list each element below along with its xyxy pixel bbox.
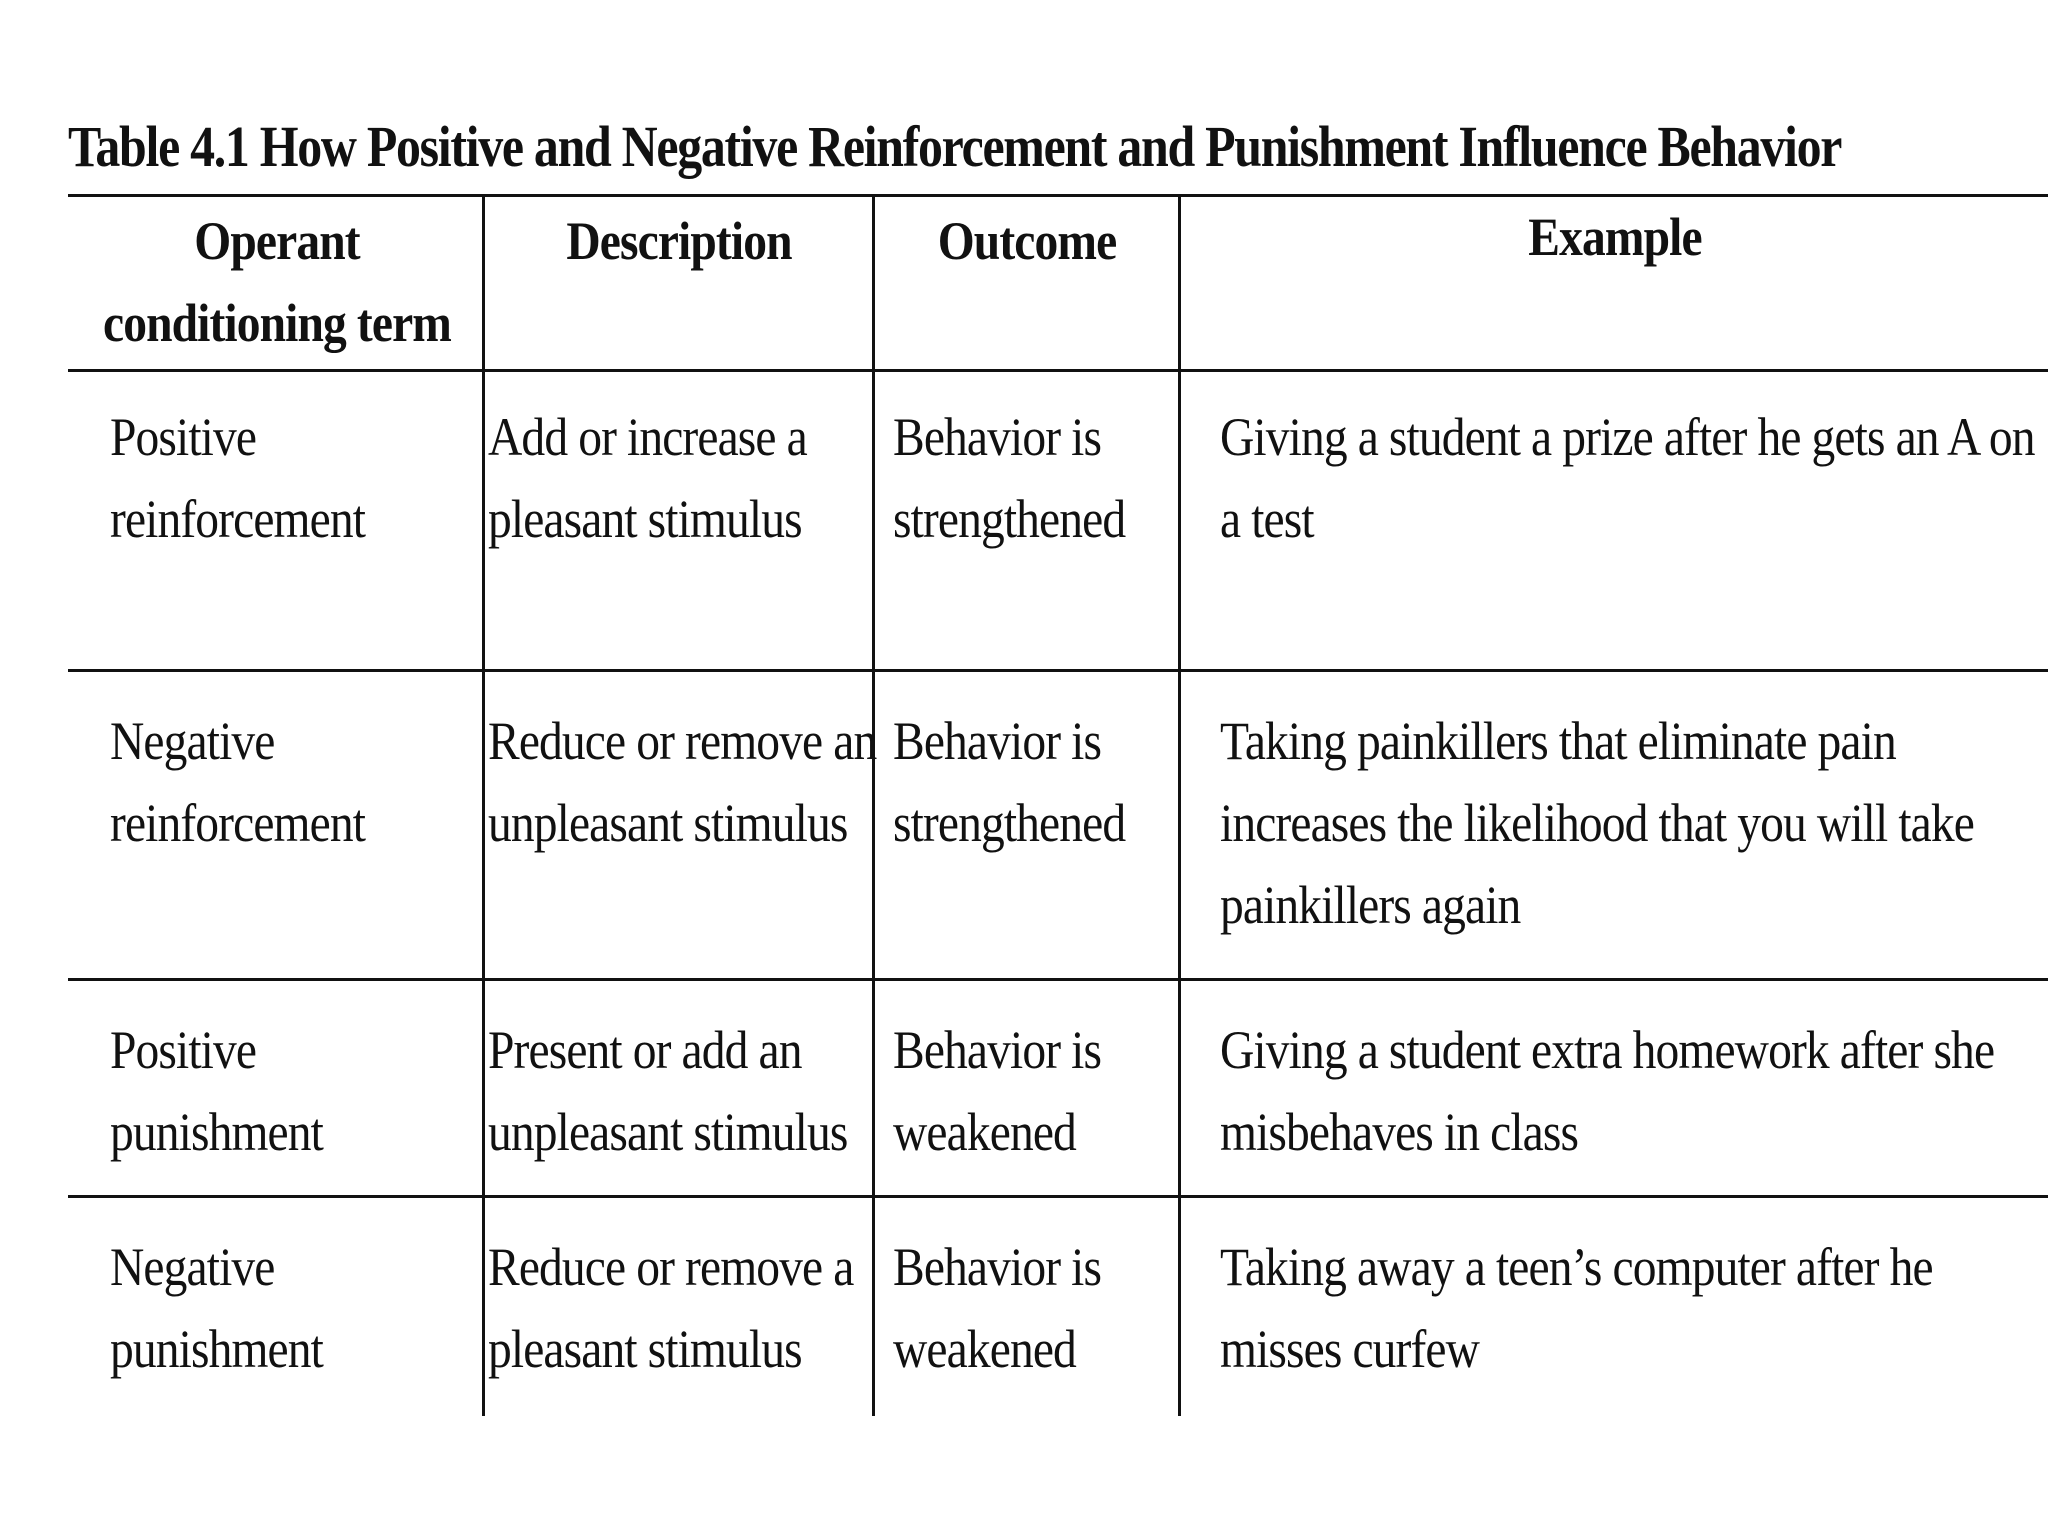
cell-line: Present or add an: [488, 1020, 802, 1080]
row-1-example: [1220, 396, 2048, 560]
cell-line: painkillers again: [1220, 875, 1521, 935]
cell-line: Behavior is: [893, 1237, 1102, 1297]
row-3-example: [1220, 1009, 2048, 1173]
header-example: [1182, 196, 2048, 278]
cell-line: Behavior is: [893, 1020, 1102, 1080]
cell-line: reinforcement: [110, 489, 366, 549]
cell-line: Taking painkillers that eliminate pain: [1220, 711, 1896, 771]
row-1-term: [110, 396, 400, 560]
row-3-description: [488, 1009, 896, 1173]
row-4-outcome: [893, 1226, 1129, 1390]
header-line: conditioning term: [102, 293, 452, 353]
row-3-term: [110, 1009, 352, 1173]
cell-line: weakened: [893, 1319, 1076, 1379]
row-1-outcome: [893, 396, 1157, 560]
row-1-bottom-rule: [68, 669, 2048, 672]
cell-line: Negative: [110, 1237, 275, 1297]
cell-line: Taking away a teen’s computer after he: [1220, 1237, 1933, 1297]
cell-line: Giving a student a prize after he gets an A on: [1220, 407, 2035, 467]
cell-line: punishment: [110, 1319, 323, 1379]
header-line: Example: [1528, 207, 1702, 267]
column-divider-3: [1178, 196, 1181, 1416]
cell-line: Giving a student extra homework after she: [1220, 1020, 1995, 1080]
header-operant-term: [72, 200, 482, 364]
row-2-example: [1220, 700, 2048, 946]
row-4-example: [1220, 1226, 2030, 1390]
cell-line: increases the likelihood that you will take: [1220, 793, 1974, 853]
cell-line: unpleasant stimulus: [488, 1102, 848, 1162]
cell-line: pleasant stimulus: [488, 1319, 802, 1379]
cell-line: pleasant stimulus: [488, 489, 802, 549]
header-bottom-rule: [68, 369, 2048, 372]
table-title: Table 4.1 How Positive and Negative Reinforcement and Punishment Influence Behavior: [68, 114, 1842, 179]
cell-line: misbehaves in class: [1220, 1102, 1579, 1162]
cell-line: misses curfew: [1220, 1319, 1480, 1379]
row-3-outcome: [893, 1009, 1129, 1173]
cell-line: unpleasant stimulus: [488, 793, 848, 853]
cell-line: Behavior is: [893, 711, 1102, 771]
row-2-bottom-rule: [68, 978, 2048, 981]
cell-line: Add or increase a: [488, 407, 807, 467]
cell-line: reinforcement: [110, 793, 366, 853]
cell-line: Positive: [110, 1020, 257, 1080]
cell-line: Reduce or remove an: [488, 711, 877, 771]
header-line: Description: [566, 211, 792, 271]
column-divider-1: [482, 196, 485, 1416]
cell-line: Positive: [110, 407, 257, 467]
header-outcome: [876, 200, 1178, 282]
row-3-bottom-rule: [68, 1195, 2048, 1198]
row-1-description: [488, 396, 850, 560]
header-description: [486, 200, 872, 282]
cell-line: Reduce or remove a: [488, 1237, 854, 1297]
cell-line: weakened: [893, 1102, 1076, 1162]
cell-line: a test: [1220, 489, 1314, 549]
row-2-term: [110, 700, 400, 864]
cell-line: strengthened: [893, 793, 1126, 853]
row-4-description: [488, 1226, 903, 1390]
header-line: Operant: [194, 211, 360, 271]
cell-line: Behavior is: [893, 407, 1102, 467]
cell-line: punishment: [110, 1102, 323, 1162]
row-4-term: [110, 1226, 352, 1390]
row-2-description: [488, 700, 929, 864]
header-line: Outcome: [937, 211, 1117, 271]
cell-line: Negative: [110, 711, 275, 771]
row-2-outcome: [893, 700, 1157, 864]
cell-line: strengthened: [893, 489, 1126, 549]
